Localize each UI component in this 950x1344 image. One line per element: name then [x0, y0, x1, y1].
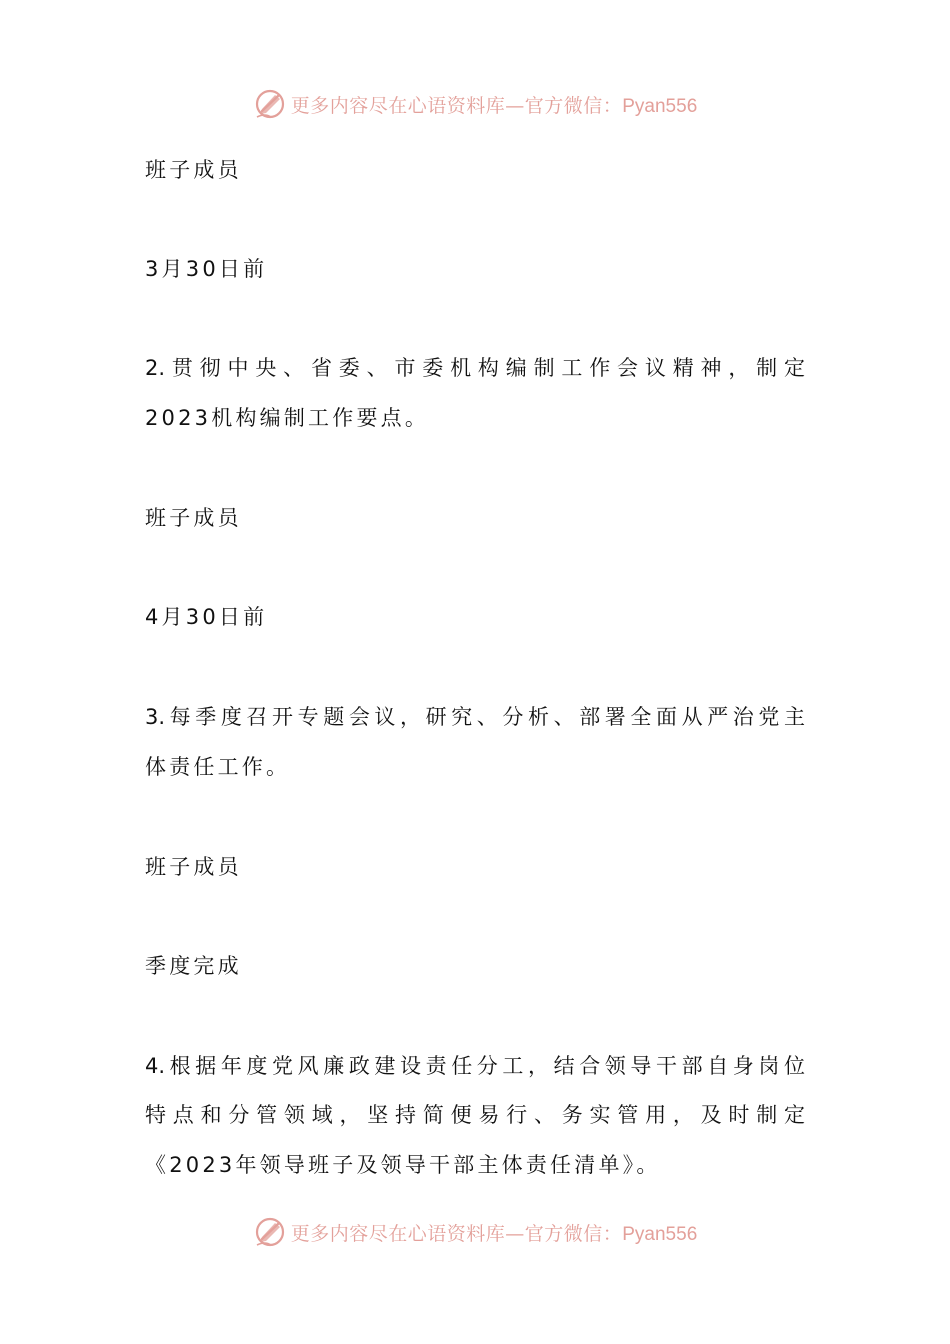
watermark-brand: Pyan556 [622, 95, 698, 117]
text-line: 体责任工作。 [145, 755, 291, 779]
text-line: 班子成员 [145, 855, 242, 879]
footer-watermark [0, 1212, 950, 1252]
text-line: 2023机构编制工作要点。 [145, 406, 430, 430]
text-line: 3月30日前 [145, 257, 268, 281]
text-line: 2.贯彻中央、省委、市委机构编制工作会议精神，制定 [145, 356, 805, 380]
text-line: 《2023年领导班子及领导干部主体责任清单》。 [145, 1153, 661, 1177]
watermark-text: 更多内容尽在心语资料库—官方微信：Pyan556 [290, 94, 698, 117]
text-line: 3.每季度召开专题会议，研究、分析、部署全面从严治党主 [145, 705, 805, 729]
watermark-text: 更多内容尽在心语资料库—官方微信：Pyan556 [290, 1222, 698, 1245]
text-line: 特点和分管领域，坚持简便易行、务实管用，及时制定 [145, 1103, 805, 1127]
header-watermark [0, 84, 950, 124]
text-line: 季度完成 [145, 954, 242, 978]
text-line: 班子成员 [145, 506, 242, 530]
pen-logo-icon [253, 1215, 287, 1249]
text-line: 4月30日前 [145, 605, 268, 629]
text-line: 4.根据年度党风廉政建设责任分工，结合领导干部自身岗位 [145, 1054, 805, 1078]
watermark-brand: Pyan556 [622, 1223, 698, 1245]
text-line: 班子成员 [145, 158, 242, 182]
pen-logo-icon [253, 87, 287, 121]
